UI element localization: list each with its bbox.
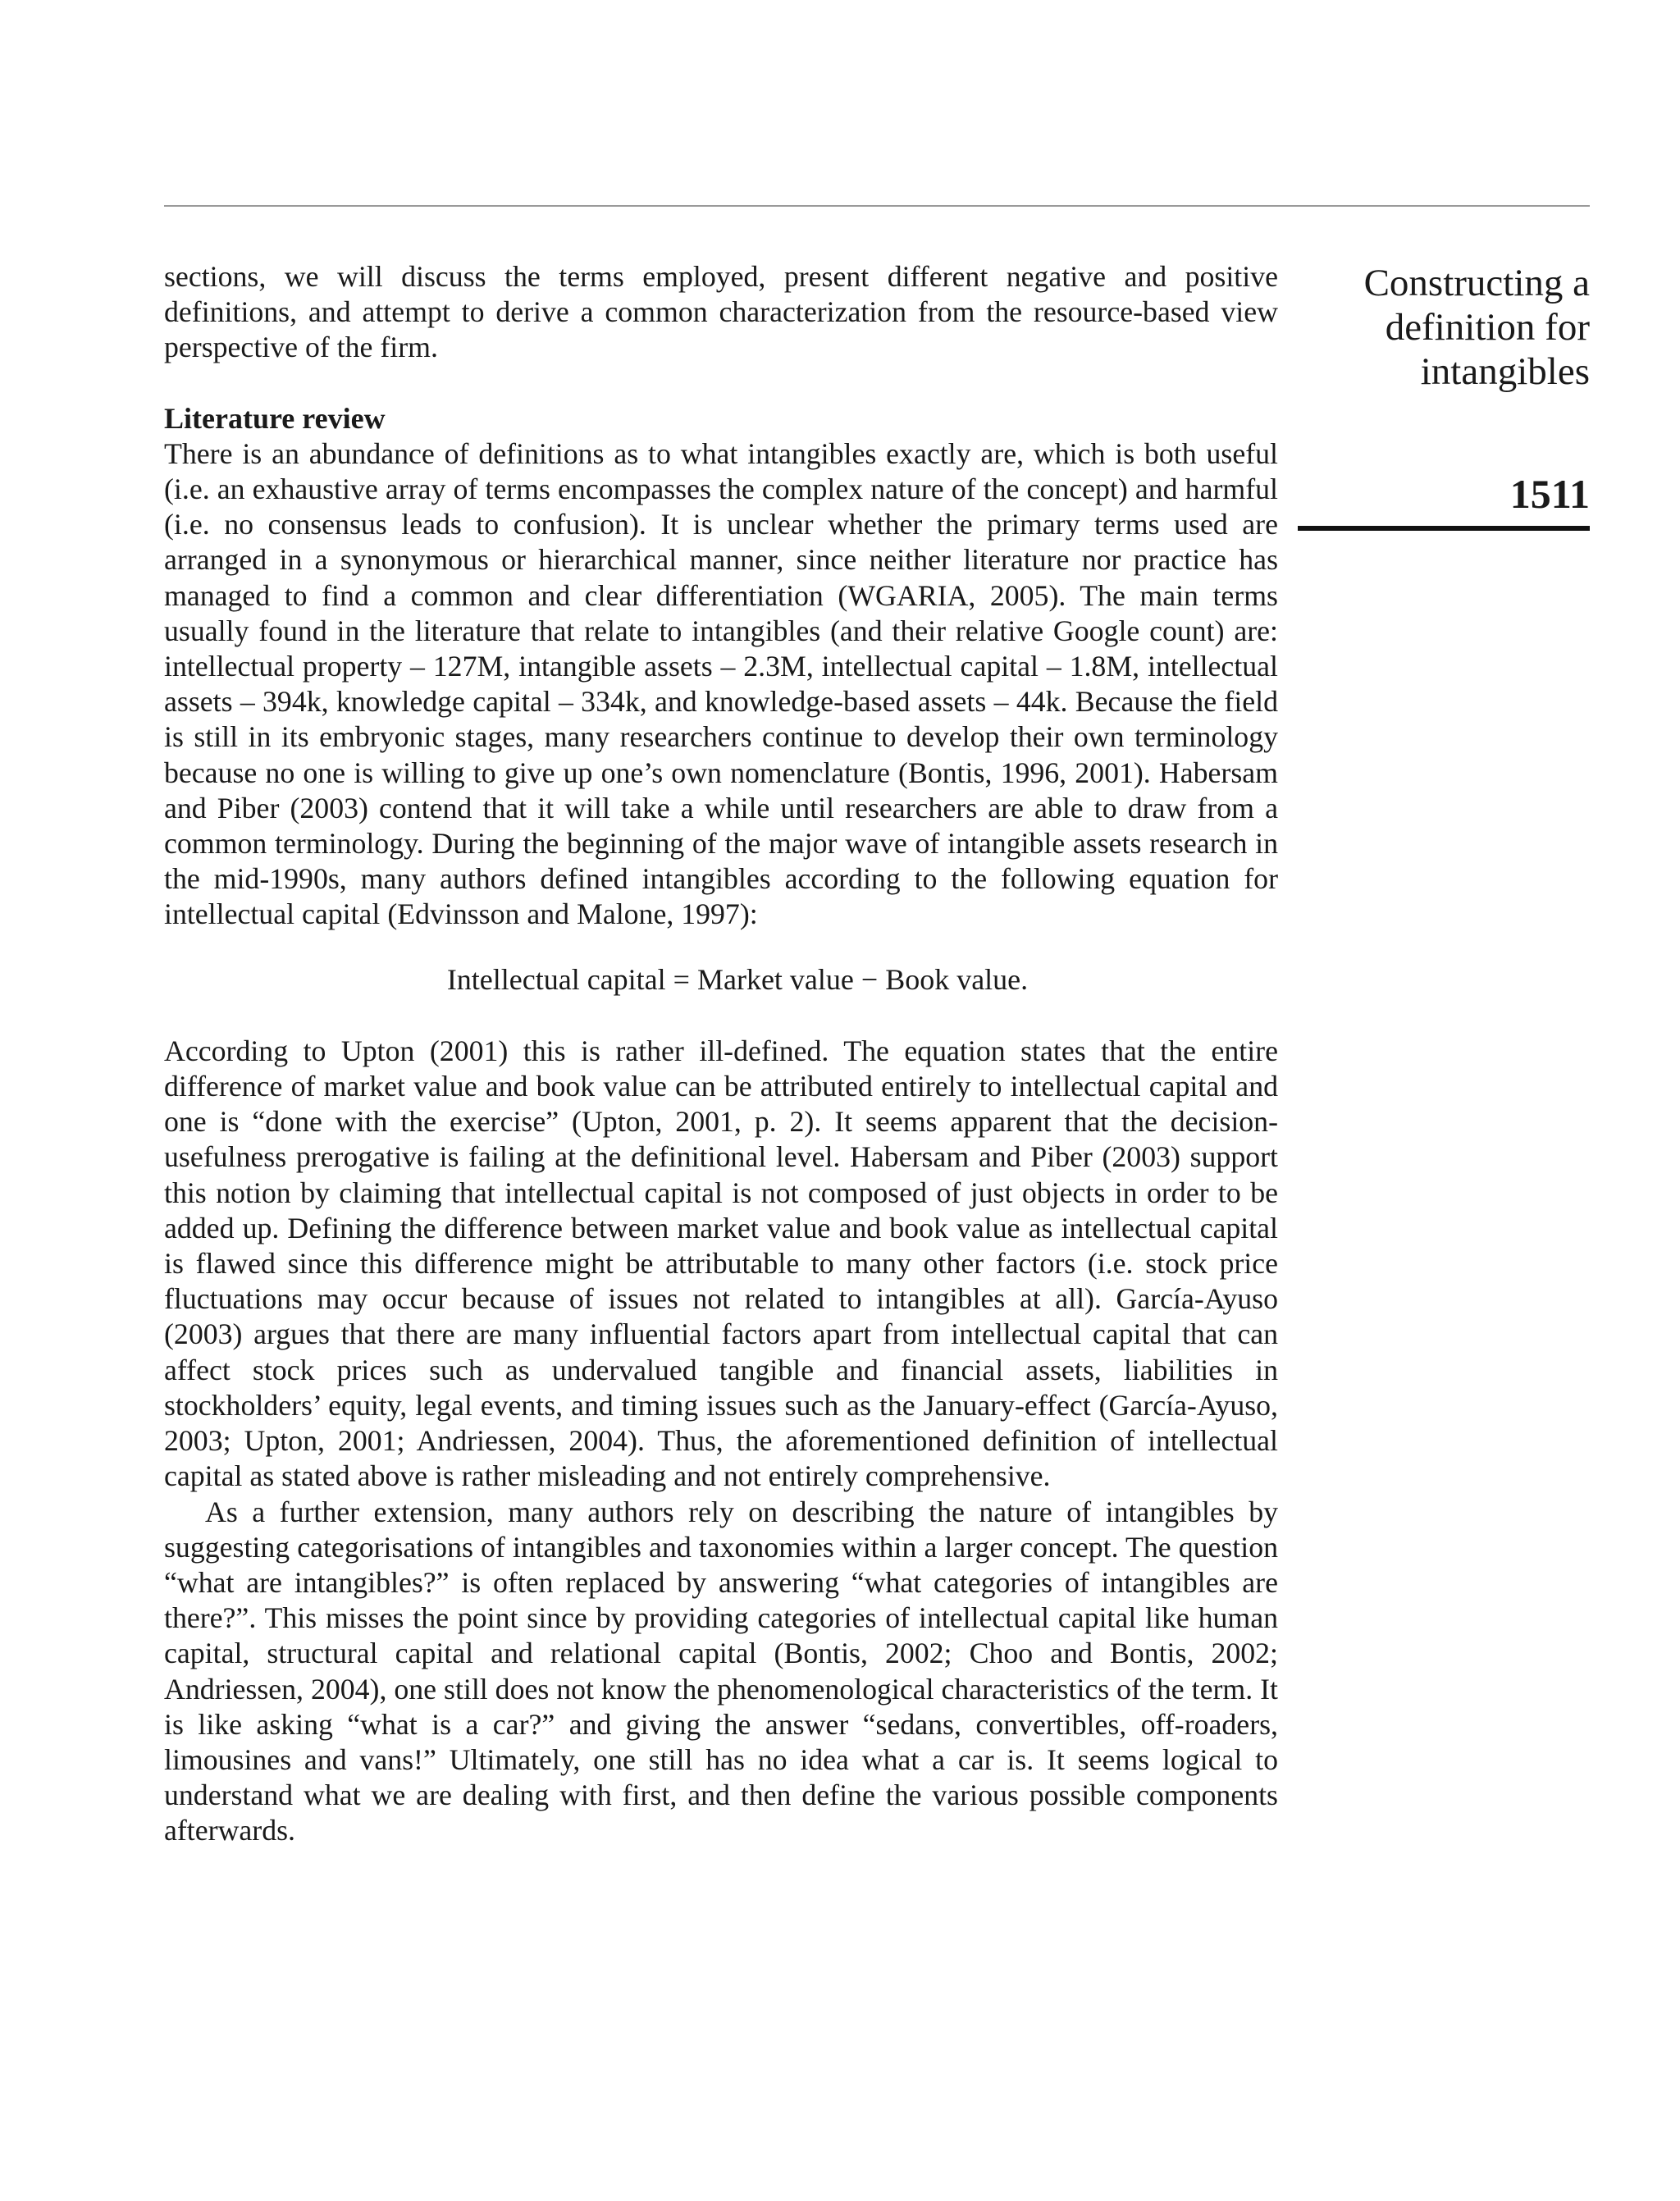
- intro-paragraph: sections, we will discuss the terms employed, present different negative and positive definitions, and attempt to derive a common characterization from the resource-based view perspective of the firm.: [164, 260, 1278, 364]
- page-number: 1511: [1509, 471, 1590, 517]
- running-head-line: Constructing a: [1363, 262, 1590, 304]
- article-body: [164, 259, 1278, 1849]
- paragraph: As a further extension, many authors rely on describing the nature of intangibles by suggesting categorisations of intangibles and taxonomies within a larger concept. The question “what are intangibles?” is often replaced by answering “what categories of intangibles are there?”. This misses the point since by providing categories of intellectual capital like human capital, structural capital and relational capital (Bontis, 2002; Choo and Bontis, 2002; Andriessen, 2004), one still does not know the phenomenological characteristics of the term. It is like asking “what is a car?” and giving the answer “sedans, convertibles, off-roaders, limousines and vans!” Ultimately, one still has no idea what a car is. It seems logical to understand what we are dealing with first, and then define the various possible components afterwards.: [164, 1495, 1278, 1847]
- running-head: [1263, 261, 1590, 394]
- equation: Intellectual capital = Market value − Book value.: [446, 962, 1029, 996]
- page-number-rule: [1298, 526, 1590, 531]
- running-head-line: intangibles: [1420, 350, 1590, 393]
- paragraph: There is an abundance of definitions as to what intangibles exactly are, which is both useful (i.e. an exhaustive array of terms encompasses the complex nature of the concept) and harmful (i.e. no consensus leads to confusion). It is unclear whether the primary terms used are arranged in a synonymous or hierarchical manner, since neither literature nor practice has managed to find a common and clear differentiation (WGARIA, 2005). The main terms usually found in the literature that relate to intangibles (and their relative Google count) are: intellectual property – 127M, intangible assets – 2.3M, intellectual capital – 1.8M, intellectual assets – 394k, knowledge capital – 334k, and knowledge-based assets – 44k. Because the field is still in its embryonic stages, many researchers continue to develop their own terminology because no one is willing to give up one’s own nomenclature (Bontis, 1996, 2001). Habersam and Piber (2003) contend that it will take a while until researchers are able to draw from a common terminology. During the beginning of the major wave of intangible assets research in the mid-1990s, many authors defined intangibles according to the following equation for intellectual capital (Edvinsson and Malone, 1997):: [164, 436, 1278, 931]
- paragraph: According to Upton (2001) this is rather ill-defined. The equation states that the entire difference of market value and book value can be attributed entirely to intellectual capital and one is “done with the exercise” (Upton, 2001, p. 2). It seems apparent that the decision-usefulness prerogative is failing at the definitional level. Habersam and Piber (2003) support this notion by claiming that intellectual capital is not composed of just objects in order to be added up. Defining the difference between market value and book value as intellectual capital is flawed since this difference might be attributable to many other factors (i.e. stock price fluctuations may occur because of issues not related to intangibles at all). García-Ayuso (2003) argues that there are many influential factors apart from intellectual capital that can affect stock prices such as undervalued tangible and financial assets, liabilities in stockholders’ equity, legal events, and timing issues such as the January-effect (García-Ayuso, 2003; Upton, 2001; Andriessen, 2004). Thus, the aforementioned definition of intellectual capital as stated above is rather misleading and not entirely comprehensive.: [164, 1034, 1278, 1493]
- running-head-line: definition for: [1385, 306, 1590, 349]
- top-rule: [164, 205, 1590, 207]
- section-heading: Literature review: [164, 401, 386, 435]
